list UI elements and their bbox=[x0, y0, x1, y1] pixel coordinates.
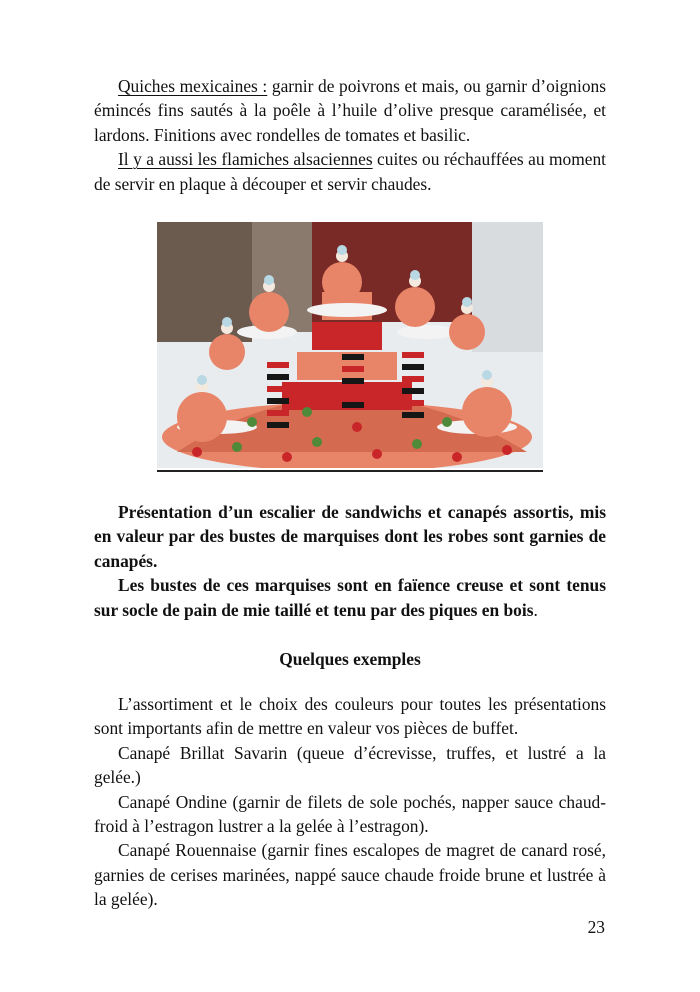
photo-garnish bbox=[502, 445, 512, 455]
photo-sandwich-stripe bbox=[402, 388, 424, 394]
paragraph-quiches-body: garnir de poivrons et mais, ou garnir d’oignions émincés fins sautés à la poêle à l’huile d’olive presque caramélisée, et lardons. Finitions avec rondelles de tomates et basilic. bbox=[94, 76, 606, 145]
photo-marquise-wig bbox=[410, 270, 420, 280]
photo-sandwich-stripe bbox=[267, 410, 289, 416]
photo-sandwich-stripe bbox=[342, 342, 364, 348]
section-heading: Quelques exemples bbox=[279, 649, 421, 669]
paragraph-brillat-savarin: Canapé Brillat Savarin (queue d’écrevisse, truffes, et lustré a la gelée.) bbox=[94, 742, 606, 788]
paragraph-flamiches bbox=[94, 147, 606, 196]
paragraph-ondine: Canapé Ondine (garnir de filets de sole pochés, napper sauce chaud-froid à l’estragon lustrer a la gelée à l’estragon). bbox=[94, 791, 606, 837]
photo-sandwich-stripe bbox=[342, 366, 364, 372]
caption-paragraph-1: Présentation d’un escalier de sandwichs et canapés assortis, mis en valeur par des bustes de marquises dont les robes sont garnies de canapés. bbox=[94, 502, 606, 571]
paragraph-assortiment: L’assortiment et le choix des couleurs pour toutes les présentations sont importants afin de mettre en valeur vos pièces de buffet. bbox=[94, 694, 606, 739]
photo-sandwich-stripe bbox=[342, 354, 364, 360]
photo-garnish bbox=[192, 447, 202, 457]
caption-paragraph-2-text: Les bustes de ces marquises sont en faïence creuse et sont tenus sur socle de pain de mie taillé et tenu par des piques en bois bbox=[94, 575, 606, 620]
photo-platter bbox=[307, 303, 387, 317]
photo-sandwich-stripe bbox=[267, 386, 289, 392]
photo-marquise-dress bbox=[322, 262, 362, 302]
examples-text bbox=[94, 692, 606, 912]
paragraph-rouennaise: Canapé Rouennaise (garnir fines escalopes de magret de canard rosé, garnies de cerises marinées, nappé sauce chaude froide brune et lustrée à la gelée). bbox=[94, 840, 606, 910]
photo-marquise-dress bbox=[449, 314, 485, 350]
photo-marquise-dress bbox=[395, 287, 435, 327]
photo-marquise-wig bbox=[264, 275, 274, 285]
photo-marquise-dress bbox=[177, 392, 227, 442]
photo-sandwich-stripe bbox=[267, 374, 289, 380]
photo-wall-left bbox=[157, 222, 252, 342]
buffet-photo-drawing bbox=[157, 222, 543, 468]
caption-period: . bbox=[533, 599, 538, 620]
photo-marquise-dress bbox=[209, 334, 245, 370]
photo-garnish bbox=[452, 452, 462, 462]
photo-sandwich-stripe bbox=[267, 362, 289, 368]
photo-garnish bbox=[352, 422, 362, 432]
photo-caption bbox=[94, 500, 606, 622]
photo-sandwich-stripe bbox=[402, 376, 424, 382]
page-number: 23 bbox=[587, 917, 605, 937]
photo-marquise-wig bbox=[462, 297, 472, 307]
photo-garnish bbox=[247, 417, 257, 427]
paragraph-quiches bbox=[94, 74, 606, 147]
photo-garnish bbox=[282, 452, 292, 462]
photo-marquise-wig bbox=[222, 317, 232, 327]
photo-sandwich-stripe bbox=[342, 390, 364, 396]
photo-sandwich-stripe bbox=[342, 378, 364, 384]
photo-marquise-dress bbox=[249, 292, 289, 332]
term-quiches: Quiches mexicaines : bbox=[118, 76, 268, 96]
caption-paragraph-2 bbox=[94, 573, 606, 622]
photo-sandwich-stripe bbox=[402, 364, 424, 370]
photo-sandwich-stripe bbox=[267, 422, 289, 428]
photo-marquise-dress bbox=[462, 387, 512, 437]
buffet-photo bbox=[157, 222, 543, 472]
photo-sandwich-stripe bbox=[402, 412, 424, 418]
term-flamiches: Il y a aussi les flamiches alsaciennes bbox=[118, 149, 373, 170]
photo-marquise-wig bbox=[197, 375, 207, 385]
photo-garnish bbox=[372, 449, 382, 459]
photo-garnish bbox=[312, 437, 322, 447]
photo-platter bbox=[397, 325, 457, 339]
paragraph-flamiches-body: cuites ou réchauffées au moment de servir en plaque à découper et servir chaudes. bbox=[94, 149, 606, 194]
photo-sandwich-stripe bbox=[402, 400, 424, 406]
photo-sandwich-stripe bbox=[267, 398, 289, 404]
photo-marquise-wig bbox=[482, 370, 492, 380]
photo-garnish bbox=[412, 439, 422, 449]
photo-sandwich-stripe bbox=[342, 402, 364, 408]
photo-garnish bbox=[442, 417, 452, 427]
photo-garnish bbox=[232, 442, 242, 452]
photo-sandwich-stripe bbox=[402, 352, 424, 358]
photo-marquise-wig bbox=[337, 245, 347, 255]
intro-text bbox=[94, 74, 606, 196]
photo-garnish bbox=[302, 407, 312, 417]
